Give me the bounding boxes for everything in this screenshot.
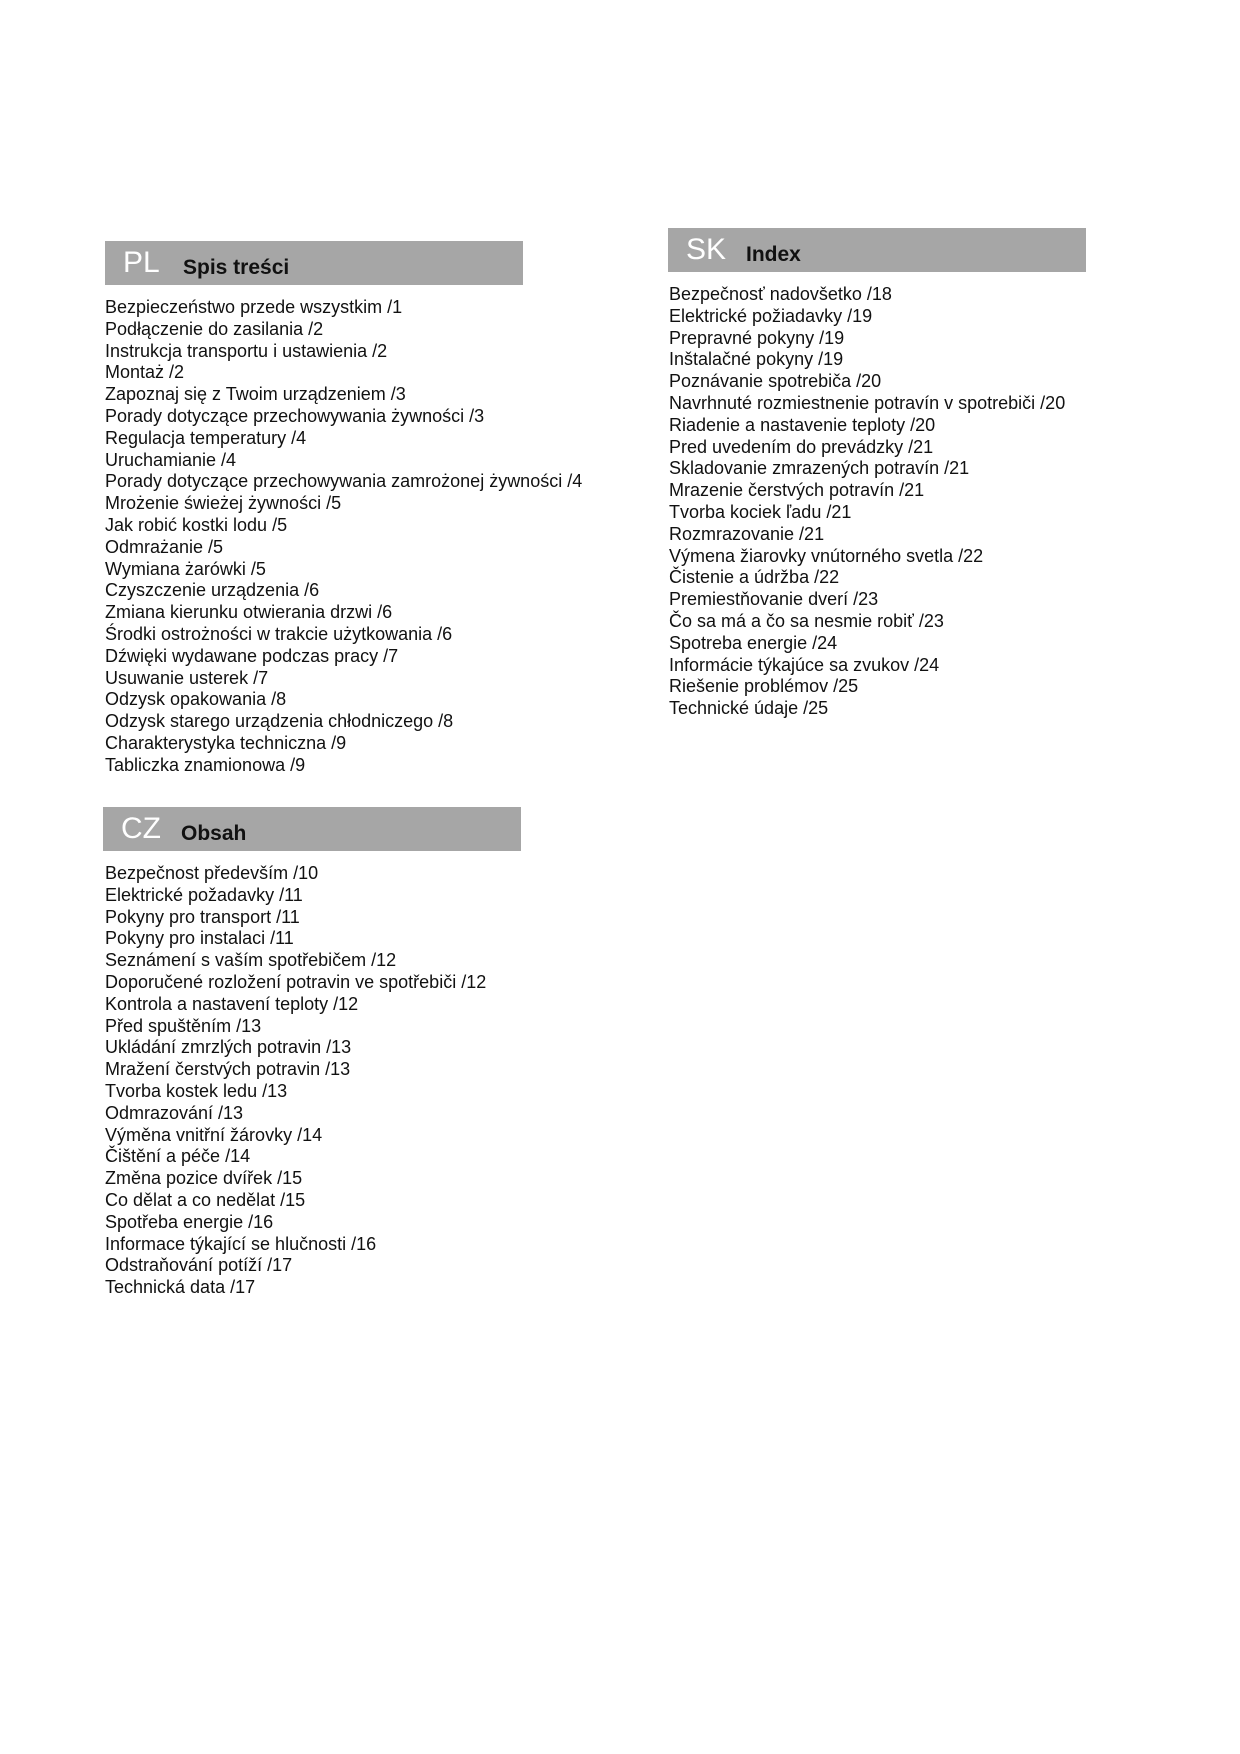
- toc-entry: Zapoznaj się z Twoim urządzeniem /3: [105, 384, 406, 405]
- toc-entry: Seznámení s vaším spotřebičem /12: [105, 950, 397, 971]
- toc-entry: Technická data /17: [105, 1277, 256, 1298]
- toc-list-sk: [669, 284, 1086, 720]
- toc-entry: Tabliczka znamionowa /9: [105, 754, 306, 775]
- section-title-pl: Spis treści: [183, 256, 290, 279]
- toc-entry: Před spuštěním /13: [105, 1015, 262, 1036]
- toc-entry: Tvorba kociek ľadu /21: [669, 501, 852, 522]
- toc-entry: Elektrické požadavky /11: [105, 884, 303, 905]
- section-header-pl: [105, 241, 523, 285]
- toc-entry: Navrhnuté rozmiestnenie potravín v spotrebiči /20: [669, 392, 1066, 413]
- toc-entry: Čistenie a údržba /22: [669, 567, 840, 588]
- toc-entry: Czyszczenie urządzenia /6: [105, 580, 320, 601]
- toc-entry: Výměna vnitřní žárovky /14: [105, 1124, 323, 1145]
- toc-entry: Odstraňování potíží /17: [105, 1255, 293, 1276]
- toc-entry: Porady dotyczące przechowywania zamrożonej żywności /4: [105, 471, 583, 492]
- toc-entry: Ukládání zmrzlých potravin /13: [105, 1037, 352, 1058]
- toc-entry: Spotřeba energie /16: [105, 1211, 274, 1232]
- toc-entry: Uruchamianie /4: [105, 449, 237, 470]
- toc-entry: Čištění a péče /14: [105, 1146, 251, 1167]
- toc-entry: Odmrazování /13: [105, 1102, 244, 1123]
- toc-entry: Výmena žiarovky vnútorného svetla /22: [669, 545, 984, 566]
- toc-entry: Mrazenie čerstvých potravín /21: [669, 480, 925, 501]
- toc-entry: Informácie týkajúce sa zvukov /24: [669, 654, 940, 675]
- toc-entry: Prepravné pokyny /19: [669, 327, 845, 348]
- section-header-cz: [103, 807, 521, 851]
- toc-entry: Pokyny pro transport /11: [105, 906, 300, 927]
- toc-entry: Bezpieczeństwo przede wszystkim /1: [105, 297, 403, 317]
- toc-entry: Podłączenie do zasilania /2: [105, 318, 324, 339]
- toc-entry: Bezpečnost především /10: [105, 863, 319, 883]
- toc-entry: Mražení čerstvých potravin /13: [105, 1059, 351, 1080]
- toc-entry: Jak robić kostki lodu /5: [105, 514, 288, 535]
- toc-entry: Odmrażanie /5: [105, 536, 224, 557]
- language-code-cz: CZ: [121, 812, 161, 845]
- toc-entry: Mrożenie świeżej żywności /5: [105, 493, 342, 514]
- toc-entry: Porady dotyczące przechowywania żywności /3: [105, 405, 485, 426]
- section-title-sk: Index: [746, 243, 801, 266]
- toc-section-pl: [105, 241, 582, 777]
- toc-entry: Elektrické požiadavky /19: [669, 305, 873, 326]
- toc-entry: Technické údaje /25: [669, 698, 829, 719]
- toc-entry: Pred uvedením do prevádzky /21: [669, 436, 934, 457]
- toc-entry: Zmiana kierunku otwierania drzwi /6: [105, 602, 393, 623]
- toc-entry: Tvorba kostek ledu /13: [105, 1080, 288, 1101]
- toc-entry: Regulacja temperatury /4: [105, 427, 307, 448]
- section-title-cz: Obsah: [181, 822, 247, 845]
- toc-entry: Środki ostrożności w trakcie użytkowania /6: [105, 623, 453, 644]
- toc-entry: Montaż /2: [105, 362, 185, 383]
- toc-entry: Bezpečnosť nadovšetko /18: [669, 284, 892, 304]
- language-code-pl: PL: [123, 246, 160, 279]
- toc-section-cz: [103, 807, 521, 1299]
- toc-entry: Charakterystyka techniczna /9: [105, 732, 347, 753]
- toc-list-cz: [105, 863, 521, 1299]
- toc-entry: Riešenie problémov /25: [669, 676, 859, 697]
- toc-entry: Skladovanie zmrazených potravín /21: [669, 458, 970, 479]
- toc-entry: Wymiana żarówki /5: [105, 558, 266, 579]
- toc-entry: Změna pozice dvířek /15: [105, 1168, 303, 1189]
- toc-entry: Doporučené rozložení potravin ve spotřebiči /12: [105, 971, 487, 992]
- toc-entry: Usuwanie usterek /7: [105, 667, 269, 688]
- toc-list-pl: [105, 297, 582, 777]
- toc-entry: Instrukcja transportu i ustawienia /2: [105, 340, 388, 361]
- section-header-sk: [668, 228, 1086, 272]
- toc-entry: Odzysk starego urządzenia chłodniczego /8: [105, 711, 454, 732]
- toc-entry: Premiestňovanie dverí /23: [669, 589, 879, 610]
- toc-entry: Kontrola a nastavení teploty /12: [105, 993, 359, 1014]
- toc-entry: Co dělat a co nedělat /15: [105, 1189, 306, 1210]
- toc-entry: Odzysk opakowania /8: [105, 689, 287, 710]
- toc-entry: Spotreba energie /24: [669, 632, 838, 653]
- toc-section-sk: [668, 228, 1086, 720]
- toc-entry: Informace týkající se hlučnosti /16: [105, 1233, 377, 1254]
- toc-entry: Čo sa má a čo sa nesmie robiť /23: [669, 610, 944, 631]
- toc-entry: Inštalačné pokyny /19: [669, 349, 844, 370]
- toc-entry: Poznávanie spotrebiča /20: [669, 371, 882, 392]
- toc-entry: Rozmrazovanie /21: [669, 523, 825, 544]
- toc-entry: Pokyny pro instalaci /11: [105, 928, 294, 949]
- language-code-sk: SK: [686, 233, 727, 266]
- toc-entry: Dźwięki wydawane podczas pracy /7: [105, 645, 399, 666]
- toc-entry: Riadenie a nastavenie teploty /20: [669, 414, 936, 435]
